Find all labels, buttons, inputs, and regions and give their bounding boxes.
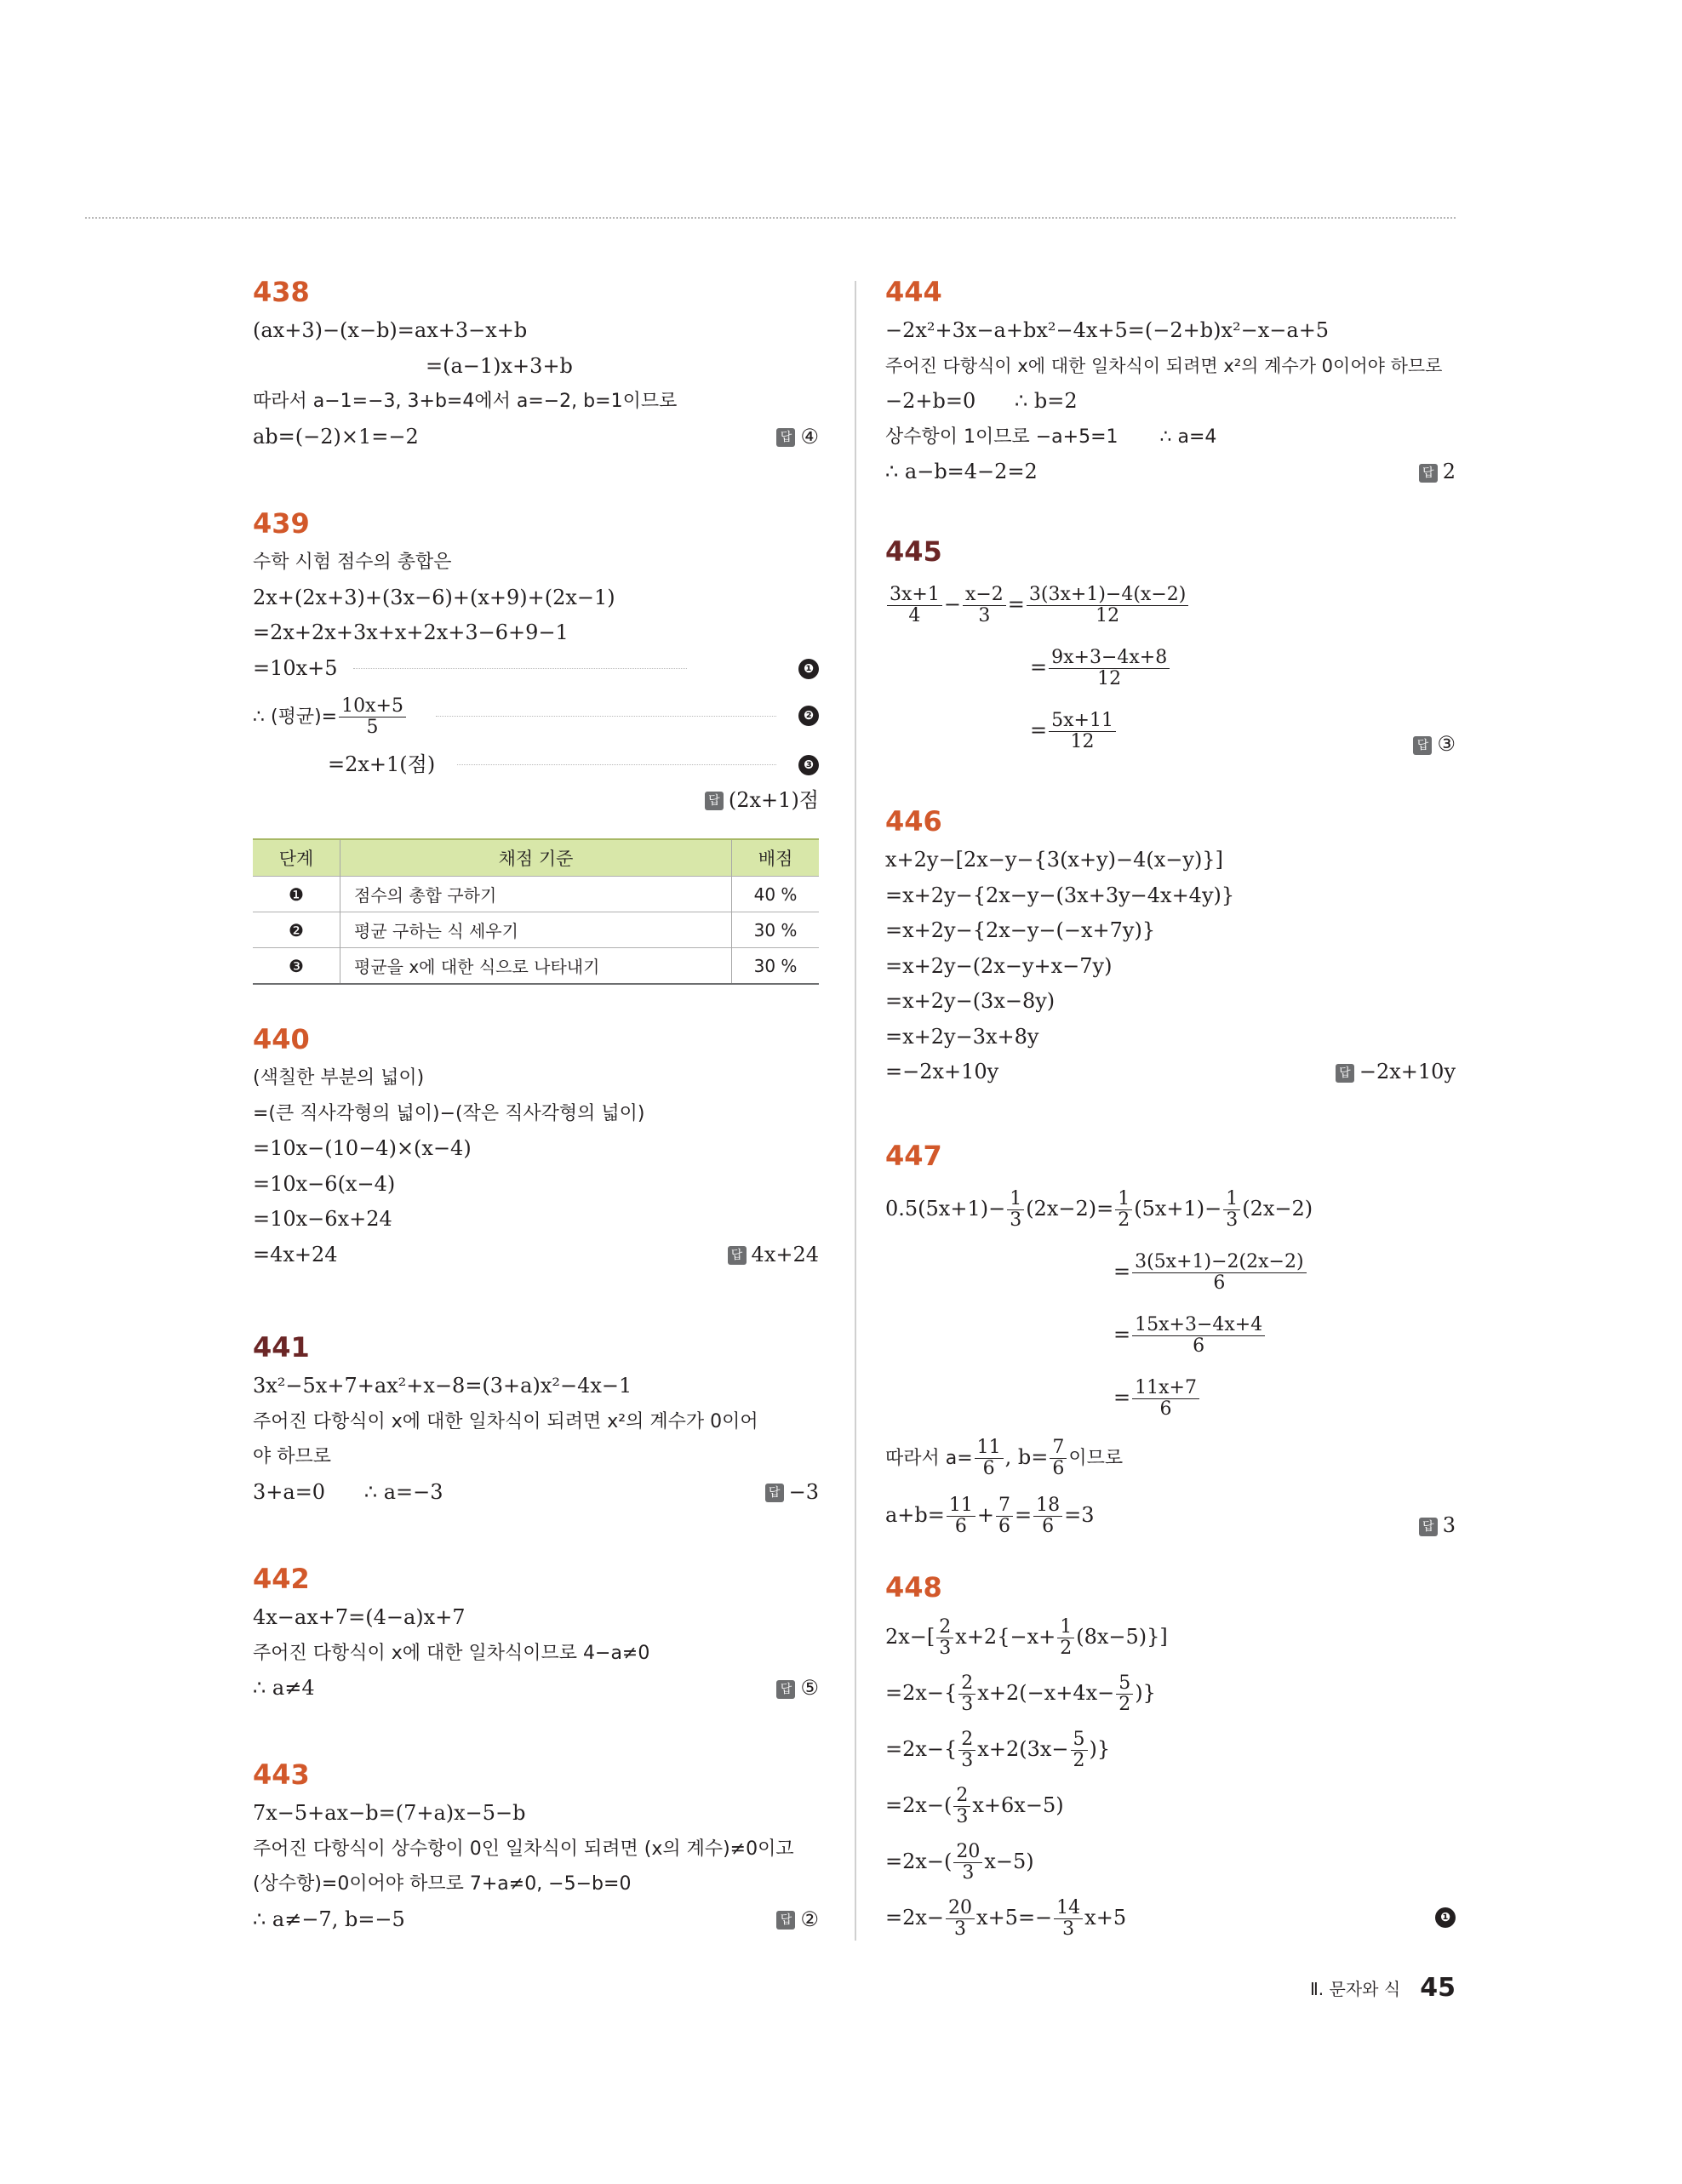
answer-value: 2 — [1442, 460, 1456, 483]
solution-line-with-answer — [253, 1671, 819, 1707]
answer-value: (2x+1)점 — [728, 787, 819, 812]
problem-444 — [885, 274, 1456, 490]
problem-438 — [253, 274, 819, 455]
problem-440 — [253, 1021, 819, 1272]
page-number: 45 — [1420, 1973, 1456, 2003]
fraction: $\frac{2}{3}$ — [958, 1673, 975, 1715]
answer — [1413, 712, 1456, 775]
table-cell: 30 % — [732, 948, 820, 985]
fraction: $\frac{2}{3}$ — [953, 1786, 970, 1827]
solution-line — [885, 1429, 1456, 1487]
expr-part: =2x−( — [885, 1793, 953, 1817]
problem-number: 445 — [885, 535, 942, 568]
problem-443 — [253, 1757, 819, 1937]
scoring-table — [253, 838, 819, 985]
solution-line-with-answer — [885, 1055, 1456, 1090]
solution-line: =(a−1)x+3+b — [426, 353, 573, 378]
solution-text: ∴ a−b=4−2=2 — [885, 460, 1038, 483]
problem-number: 447 — [885, 1140, 942, 1172]
section-title: Ⅱ. 문자와 식 — [1309, 1979, 1401, 1999]
solution-line: (ax+3)−(x−b)=ax+3−x+b — [253, 318, 528, 342]
answer-value: ② — [800, 1907, 819, 1931]
column-divider — [855, 281, 856, 1941]
solution-line: =2x+2x+3x+x+2x+3−6+9−1 — [253, 620, 569, 644]
fraction: $\frac{3(5x+1)-2(2x-2)}{6}$ — [1132, 1252, 1306, 1294]
expr-part: )} — [1135, 1681, 1156, 1705]
table-row — [253, 912, 819, 948]
solution-line: 4x−ax+7=(4−a)x+7 — [253, 1605, 466, 1629]
expr-part: =2x− — [885, 1906, 945, 1930]
problem-number: 441 — [253, 1331, 310, 1364]
answer — [1336, 1055, 1456, 1090]
solution-line: 주어진 다항식이 x에 대한 일차식이 되려면 x²의 계수가 0이어야 하므로 — [253, 1410, 758, 1467]
table-header: 배점 — [732, 839, 820, 877]
problem-number: 442 — [253, 1563, 310, 1595]
answer-line — [253, 783, 819, 818]
expr-part: )} — [1089, 1737, 1111, 1761]
answer-value: ④ — [800, 424, 819, 449]
fraction: $\frac{2}{3}$ — [936, 1617, 953, 1659]
solution-line: (색칠한 부분의 넓이) — [253, 1067, 425, 1089]
solution-line-with-answer — [253, 1902, 819, 1938]
expr-part: x+6x−5) — [972, 1793, 1064, 1817]
fraction: $\frac{5x+11}{12}$ — [1049, 711, 1116, 752]
step-3-icon: ❸ — [798, 755, 819, 775]
answer-label-icon: 답 — [1419, 1518, 1438, 1536]
solution-line: = $\frac{15x+3-4x+4}{6}$ — [885, 1303, 1456, 1366]
solution-line: =x+2y−(3x−8y) — [885, 989, 1056, 1013]
fraction: $\frac{11}{6}$ — [947, 1495, 975, 1537]
table-cell: 40 % — [732, 877, 820, 912]
expr-part: = — [1015, 1503, 1033, 1527]
expr-part: (2x−2)= — [1026, 1197, 1114, 1221]
solution-line: 주어진 다항식이 x에 대한 일차식이므로 4−a≠0 — [253, 1642, 650, 1664]
expr-part: 0.5(5x+1)− — [885, 1197, 1006, 1221]
problem-446 — [885, 803, 1456, 1090]
fraction: $\frac{11}{6}$ — [975, 1438, 1004, 1479]
operator: = — [1007, 592, 1025, 616]
table-cell: 30 % — [732, 912, 820, 948]
problem-439 — [253, 506, 819, 818]
table-header-row — [253, 839, 819, 877]
fraction: $\frac{1}{2}$ — [1115, 1189, 1132, 1231]
solution-line: 상수항이 1이므로 −a+5=1 ∴ a=4 — [885, 426, 1217, 448]
solution-line: =10x−(10−4)×(x−4) — [253, 1136, 472, 1160]
expr-part: x−5) — [984, 1850, 1034, 1873]
answer-value: ⑤ — [800, 1676, 819, 1700]
expr-part: x+2(−x+4x− — [977, 1681, 1115, 1705]
solution-line-with-answer — [885, 455, 1456, 490]
solution-text: ab=(−2)×1=−2 — [253, 424, 419, 449]
solution-text: ∴ (평균)= — [253, 706, 338, 728]
operator: = — [1030, 655, 1048, 679]
solution-line: = $\frac{3(5x+1)-2(2x-2)}{6}$ — [885, 1240, 1456, 1303]
answer — [765, 1475, 819, 1511]
operator: − — [943, 592, 961, 616]
leader-dots — [457, 764, 776, 765]
solution-line — [885, 1609, 1456, 1665]
fraction: $\frac{x-2}{3}$ — [963, 585, 1006, 626]
answer-label-icon: 답 — [1413, 736, 1432, 755]
answer — [1419, 1497, 1456, 1553]
solution-line-with-answer — [885, 1487, 1456, 1543]
problem-number: 440 — [253, 1023, 310, 1055]
solution-text: 3+a=0 ∴ a=−3 — [253, 1479, 443, 1504]
expr-part: x+2{−x+ — [955, 1625, 1056, 1649]
answer-value: −3 — [788, 1479, 819, 1504]
problem-number: 439 — [253, 507, 310, 540]
fraction: $\frac{7}{6}$ — [1050, 1438, 1067, 1479]
answer-label-icon: 답 — [776, 1911, 795, 1930]
fraction: $\frac{1}{2}$ — [1057, 1617, 1074, 1659]
expr-part: =2x−( — [885, 1850, 953, 1873]
solution-line: −2x²+3x−a+bx²−4x+5=(−2+b)x²−x−a+5 — [885, 318, 1330, 342]
solution-line: −2+b=0 ∴ b=2 — [885, 389, 1078, 413]
solution-text: =2x+1(점) — [328, 752, 436, 776]
problem-number: 446 — [885, 805, 942, 838]
problem-445 — [885, 534, 1456, 762]
problem-number: 443 — [253, 1758, 310, 1791]
solution-text: =10x+5 — [253, 655, 338, 680]
fraction: $\frac{20}{3}$ — [946, 1898, 975, 1940]
expr-part: (8x−5)}] — [1076, 1625, 1168, 1649]
solution-line — [885, 1665, 1456, 1721]
solution-line: =x+2y−(2x−y+x−7y) — [885, 953, 1113, 978]
solution-line: =x+2y−3x+8y — [885, 1024, 1039, 1049]
answer-label-icon: 답 — [1336, 1064, 1354, 1083]
solution-line-with-answer — [885, 699, 1456, 762]
table-cell: ❶ — [253, 877, 340, 912]
step-2-icon: ❷ — [798, 706, 819, 726]
expr-part: x+5 — [1084, 1906, 1127, 1930]
problem-number: 438 — [253, 276, 310, 308]
table-cell: 평균을 x에 대한 식으로 나타내기 — [340, 948, 732, 985]
answer-value: ③ — [1437, 732, 1456, 756]
fraction: $\frac{5}{2}$ — [1071, 1729, 1088, 1771]
fraction: $\frac{5}{2}$ — [1116, 1673, 1133, 1715]
solution-line: 3x²−5x+7+ax²+x−8=(3+a)x²−4x−1 — [253, 1374, 632, 1398]
fraction: $\frac{14}{3}$ — [1054, 1898, 1083, 1940]
table-header: 단계 — [253, 839, 340, 877]
problem-441 — [253, 1329, 819, 1510]
fraction: $\frac{20}{3}$ — [953, 1842, 982, 1884]
solution-line-with-answer — [253, 420, 819, 455]
answer-label-icon: 답 — [1419, 464, 1438, 483]
answer-label-icon: 답 — [776, 1680, 795, 1699]
answer-label-icon: 답 — [705, 792, 724, 810]
expr-part: + — [976, 1503, 994, 1527]
solution-line — [885, 1777, 1456, 1833]
answer-value: 4x+24 — [751, 1242, 819, 1266]
problem-448 — [885, 1569, 1456, 1946]
expr-part: a+b= — [885, 1503, 945, 1527]
solution-line: =x+2y−{2x−y−(−x+7y)} — [885, 918, 1156, 942]
solution-line — [885, 636, 1456, 699]
solution-line — [885, 1177, 1456, 1240]
solution-line — [885, 573, 1456, 636]
solution-line: 수학 시험 점수의 총합은 — [253, 552, 452, 573]
answer — [728, 1238, 819, 1273]
expr-part: 따라서 a= — [885, 1448, 973, 1469]
solution-line: 주어진 다항식이 상수항이 0인 일차식이 되려면 (x의 계수)≠0이고 — [253, 1838, 794, 1860]
expr-part: 이므로 — [1068, 1448, 1124, 1469]
fraction: $\frac{18}{6}$ — [1033, 1495, 1062, 1537]
fraction: $\frac{1}{3}$ — [1223, 1189, 1240, 1231]
solution-line: x+2y−[2x−y−{3(x+y)−4(x−y)}] — [885, 848, 1223, 872]
operator: = — [1030, 718, 1048, 742]
solution-line: 따라서 a−1=−3, 3+b=4에서 a=−2, b=1이므로 — [253, 391, 678, 412]
table-cell: 점수의 총합 구하기 — [340, 877, 732, 912]
top-dotted-rule — [85, 217, 1456, 219]
solution-line — [253, 686, 819, 747]
leader-dots — [436, 716, 776, 717]
solution-line — [885, 1890, 1456, 1946]
expr-part: (5x+1)− — [1134, 1197, 1222, 1221]
solution-line-with-answer — [253, 1475, 819, 1511]
solution-line: 주어진 다항식이 x에 대한 일차식이 되려면 x²의 계수가 0이어야 하므로 — [885, 355, 1443, 376]
answer — [776, 420, 819, 455]
expr-part: =2x−{ — [885, 1681, 958, 1705]
problem-number: 444 — [885, 276, 942, 308]
page-footer — [1310, 1973, 1456, 2003]
problem-number: 448 — [885, 1571, 942, 1604]
step-1-icon: ❶ — [798, 659, 819, 679]
solution-text: ∴ a≠4 — [253, 1676, 315, 1700]
fraction: $\frac{7}{6}$ — [996, 1495, 1013, 1537]
expr-part: =2x−{ — [885, 1737, 958, 1761]
answer — [776, 1902, 819, 1938]
solution-line — [253, 747, 819, 783]
expr-part: 2x−[ — [885, 1625, 935, 1649]
solution-line: =10x−6(x−4) — [253, 1171, 396, 1196]
fraction: $\frac{10x+5}{5}$ — [339, 696, 406, 738]
table-cell: 평균 구하는 식 세우기 — [340, 912, 732, 948]
table-cell: ❸ — [253, 948, 340, 985]
fraction: $\frac{11x+7}{6}$ — [1132, 1378, 1199, 1420]
problem-442 — [253, 1561, 819, 1707]
solution-line: =x+2y−{2x−y−(3x+3y−4x+4y)} — [885, 883, 1235, 907]
solution-line: 2x+(2x+3)+(3x−6)+(x+9)+(2x−1) — [253, 585, 615, 609]
problem-447 — [885, 1138, 1456, 1543]
table-row — [253, 948, 819, 985]
table-row — [253, 877, 819, 912]
solution-text: ∴ a≠−7, b=−5 — [253, 1907, 405, 1931]
fraction: $\frac{2}{3}$ — [958, 1729, 975, 1771]
fraction: $\frac{1}{3}$ — [1007, 1189, 1024, 1231]
table-cell: ❷ — [253, 912, 340, 948]
solution-line — [885, 1721, 1456, 1777]
solution-text: =−2x+10y — [885, 1060, 999, 1083]
solution-line — [253, 651, 819, 687]
answer — [1419, 455, 1456, 490]
solution-line — [885, 1833, 1456, 1890]
fraction: $\frac{3x+1}{4}$ — [887, 585, 942, 626]
answer-value: −2x+10y — [1359, 1060, 1456, 1083]
solution-line: (상수항)=0이어야 하므로 7+a≠0, −5−b=0 — [253, 1873, 632, 1895]
solution-line: =10x−6x+24 — [253, 1207, 392, 1231]
expr-part: x+5=− — [976, 1906, 1053, 1930]
expr-part: =3 — [1064, 1503, 1095, 1527]
answer-label-icon: 답 — [776, 428, 795, 447]
solution-line-with-answer — [253, 1238, 819, 1273]
answer — [705, 783, 819, 819]
step-1-icon: ❶ — [1435, 1907, 1456, 1928]
expr-part: (2x−2) — [1242, 1197, 1313, 1221]
solution-line: = $\frac{11x+7}{6}$ — [885, 1366, 1456, 1429]
fraction: $\frac{9x+3-4x+8}{12}$ — [1049, 648, 1170, 689]
expr-part: , b= — [1004, 1445, 1049, 1469]
fraction: $\frac{15x+3-4x+4}{6}$ — [1132, 1315, 1265, 1357]
solution-text: =4x+24 — [253, 1242, 338, 1266]
leader-dots — [353, 668, 687, 669]
expr-part: x+2(3x− — [977, 1737, 1069, 1761]
fraction: $\frac{3(3x+1)-4(x-2)}{12}$ — [1027, 585, 1188, 626]
answer-label-icon: 답 — [728, 1246, 747, 1265]
answer — [776, 1671, 819, 1707]
answer-value: 3 — [1442, 1513, 1456, 1537]
answer-label-icon: 답 — [765, 1484, 784, 1502]
solution-line: 7x−5+ax−b=(7+a)x−5−b — [253, 1801, 526, 1825]
solution-line: =(큰 직사각형의 넓이)−(작은 직사각형의 넓이) — [253, 1102, 645, 1124]
table-header: 채점 기준 — [340, 839, 732, 877]
